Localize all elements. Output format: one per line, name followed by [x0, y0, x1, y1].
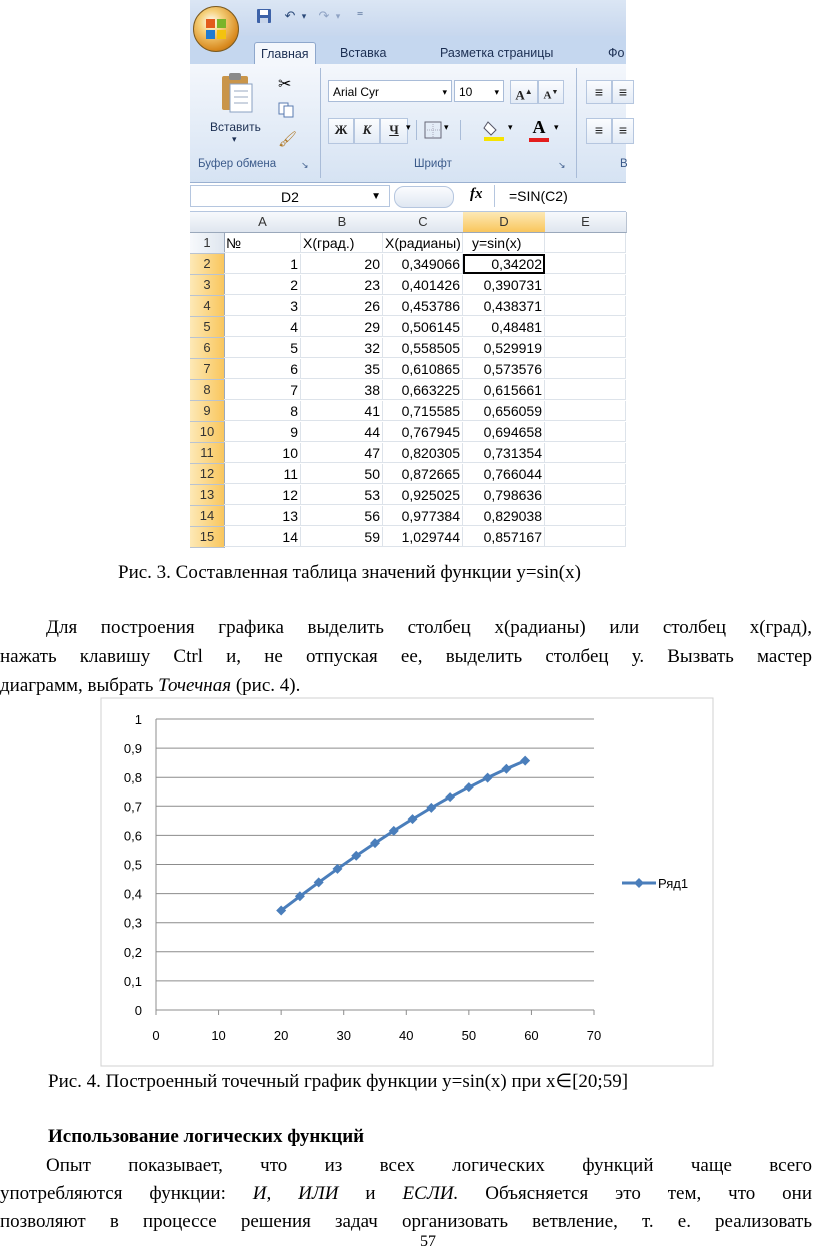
y-tick-label: 0,7 [123, 799, 142, 815]
row-header-4[interactable]: 4 [190, 296, 225, 317]
cell-d10[interactable]: 0,694658 [463, 422, 545, 442]
cell-e9[interactable] [545, 401, 626, 421]
cell-b13[interactable]: 53 [301, 485, 383, 505]
cell-b3[interactable]: 23 [301, 275, 383, 295]
customize-icon[interactable]: ⁼ [356, 8, 364, 23]
x-tick-label: 10 [211, 1028, 226, 1043]
emphasis: ЕСЛИ. [402, 1183, 459, 1204]
x-tick-label: 70 [586, 1028, 602, 1043]
chevron-down-icon[interactable]: ▾ [335, 11, 341, 21]
paste-button[interactable]: Вставить [210, 120, 261, 134]
section-heading: Использование логических функций [48, 1126, 365, 1147]
cell-d9[interactable]: 0,656059 [463, 401, 545, 421]
cell-c4[interactable]: 0,453786 [383, 296, 463, 316]
y-tick-label: 0,3 [123, 915, 142, 931]
cell-d13[interactable]: 0,798636 [463, 485, 545, 505]
cell-e3[interactable] [545, 275, 626, 295]
font-color-letter: А [532, 117, 546, 137]
cell-b8[interactable]: 38 [301, 380, 383, 400]
y-tick-label: 0 [134, 1003, 142, 1018]
row-header-15[interactable]: 15 [190, 527, 225, 548]
row-header-8[interactable]: 8 [190, 380, 225, 401]
paragraph-2-line-3: позволяют в процессе решения задач организовать ветвление, т. е. реализовать [0, 1211, 812, 1232]
formula-bar-handle[interactable] [394, 186, 454, 208]
row-header-1[interactable]: 1 [190, 233, 225, 254]
figure-4-caption: Рис. 4. Построенный точечный график функции y=sin(x) при x∈[20;59] [48, 1071, 629, 1092]
ribbon [190, 64, 626, 183]
chart-area [101, 698, 713, 1066]
cell-e13[interactable] [545, 485, 626, 505]
cell-c11[interactable]: 0,820305 [383, 443, 463, 463]
dialog-launcher-icon[interactable]: ↘ [558, 160, 566, 170]
cell-d5[interactable]: 0,48481 [463, 317, 545, 337]
row-header-2[interactable]: 2 [190, 254, 225, 275]
cell-d8[interactable]: 0,615661 [463, 380, 545, 400]
align-middle-icon[interactable]: ≡ [612, 80, 634, 104]
bold-button[interactable]: Ж [328, 118, 354, 144]
cell-d2[interactable]: 0,34202 [463, 254, 545, 274]
cell-e4[interactable] [545, 296, 626, 316]
row-header-14[interactable]: 14 [190, 506, 225, 527]
row-header-10[interactable]: 10 [190, 422, 225, 443]
cell-a14[interactable]: 13 [224, 506, 301, 526]
cell-c6[interactable]: 0,558505 [383, 338, 463, 358]
y-tick-label: 0,8 [123, 770, 142, 786]
chevron-down-icon[interactable]: ▾ [301, 11, 307, 21]
page-number: 57 [420, 1233, 436, 1250]
shrink-font-button[interactable]: A▼ [538, 80, 564, 104]
x-tick-label: 60 [524, 1028, 539, 1043]
cell-e12[interactable] [545, 464, 626, 484]
chevron-down-icon: ▾ [494, 87, 499, 97]
cell-d6[interactable]: 0,529919 [463, 338, 545, 358]
font-family-select[interactable] [328, 80, 452, 102]
x-tick-label: 40 [399, 1028, 414, 1043]
column-header-b[interactable]: B [301, 212, 384, 233]
borders-icon[interactable] [424, 121, 442, 139]
undo-icon[interactable]: ↶ [284, 8, 296, 23]
italic-button[interactable]: К [354, 118, 380, 144]
ribbon-tabs [190, 36, 626, 64]
cell-c9[interactable]: 0,715585 [383, 401, 463, 421]
alignment-group-label: В [620, 158, 628, 170]
font-family-value: Arial Cyr [333, 85, 380, 99]
y-tick-label: 0,2 [123, 944, 142, 960]
figure-3-caption: Рис. 3. Составленная таблица значений функции y=sin(x) [118, 562, 581, 583]
cell-c2[interactable]: 0,349066 [383, 254, 463, 274]
cell-e14[interactable] [545, 506, 626, 526]
cell-e11[interactable] [545, 443, 626, 463]
x-tick-label: 50 [461, 1028, 477, 1043]
text: (рис. 4). [231, 675, 301, 696]
divider [416, 120, 417, 140]
cell-d14[interactable]: 0,829038 [463, 506, 545, 526]
cell-d12[interactable]: 0,766044 [463, 464, 545, 484]
paragraph-1-line-2: нажать клавишу Ctrl и, не отпуская ее, выделить столбец у. Вызвать мастер [0, 646, 812, 667]
emphasis: Точечная [158, 675, 232, 696]
tab-page-layout[interactable]: Разметка страницы [440, 46, 554, 60]
cut-icon[interactable]: ✂ [278, 76, 292, 93]
x-tick-label: 20 [273, 1028, 289, 1043]
select-all-corner[interactable] [190, 212, 225, 233]
emphasis: И, ИЛИ [252, 1183, 339, 1204]
cell-c15[interactable]: 1,029744 [383, 527, 463, 547]
group-divider [320, 68, 321, 178]
chevron-down-icon[interactable]: ▾ [406, 122, 411, 132]
cell-a9[interactable]: 8 [224, 401, 301, 421]
chevron-down-icon: ▾ [442, 87, 447, 97]
paste-icon[interactable] [216, 72, 256, 114]
cell-e10[interactable] [545, 422, 626, 442]
text: диаграмм, выбрать [0, 675, 159, 696]
cell-e6[interactable] [545, 338, 626, 358]
group-divider [576, 68, 577, 178]
align-top-icon[interactable]: ≡ [586, 80, 612, 104]
cell-c8[interactable]: 0,663225 [383, 380, 463, 400]
cell-a11[interactable]: 10 [224, 443, 301, 463]
align-left-icon[interactable]: ≡ [586, 118, 612, 144]
paragraph-1-line-1: Для построения графика выделить столбец х(радианы) или столбец х(град), [46, 617, 812, 638]
cell-b11[interactable]: 47 [301, 443, 383, 463]
copy-icon[interactable] [278, 102, 294, 118]
chevron-down-icon[interactable]: ▾ [232, 134, 237, 144]
chevron-down-icon: ▼ [371, 191, 381, 202]
cell-a15[interactable]: 14 [224, 527, 301, 547]
tab-formulas[interactable]: Фо [608, 46, 625, 60]
quick-access-toolbar [190, 0, 626, 36]
cell-e7[interactable] [545, 359, 626, 379]
y-tick-label: 0,6 [123, 828, 142, 844]
cell-d11[interactable]: 0,731354 [463, 443, 545, 463]
cell-a3[interactable]: 2 [224, 275, 301, 295]
text: и [338, 1183, 403, 1204]
y-tick-label: 0,9 [123, 741, 142, 757]
cell-c1[interactable]: X(радианы) [383, 233, 463, 253]
column-header-d[interactable]: D [463, 212, 546, 233]
cell-d4[interactable]: 0,438371 [463, 296, 545, 316]
column-header-c[interactable]: C [383, 212, 464, 233]
formula-input[interactable]: =SIN(C2) [494, 185, 626, 207]
insert-function-button[interactable]: fx [470, 186, 483, 202]
office-logo-icon [204, 17, 228, 41]
cell-c14[interactable]: 0,977384 [383, 506, 463, 526]
x-tick-label: 30 [336, 1028, 351, 1043]
cell-e2[interactable] [545, 254, 626, 274]
chevron-down-icon[interactable]: ▾ [508, 122, 513, 132]
y-tick-label: 0,1 [123, 973, 142, 989]
y-tick-label: 0,5 [123, 857, 142, 873]
cell-b5[interactable]: 29 [301, 317, 383, 337]
cell-c13[interactable]: 0,925025 [383, 485, 463, 505]
cell-a1[interactable]: № [224, 233, 301, 253]
paragraph-1-line-3 [0, 672, 300, 699]
cell-b7[interactable]: 35 [301, 359, 383, 379]
cell-b15[interactable]: 59 [301, 527, 383, 547]
text: употребляются функции: [0, 1183, 253, 1204]
row-header-13[interactable]: 13 [190, 485, 225, 506]
grow-font-button[interactable]: A▲ [510, 80, 538, 104]
font-group-label: Шрифт [414, 158, 452, 170]
row-header-12[interactable]: 12 [190, 464, 225, 485]
underline-button[interactable]: Ч [380, 118, 408, 144]
row-header-9[interactable]: 9 [190, 401, 225, 422]
row-header-3[interactable]: 3 [190, 275, 225, 296]
cell-a5[interactable]: 4 [224, 317, 301, 337]
cell-e8[interactable] [545, 380, 626, 400]
cell-b4[interactable]: 26 [301, 296, 383, 316]
paragraph-2-line-1: Опыт показывает, что из всех логических функций чаще всего [46, 1155, 812, 1176]
cell-a8[interactable]: 7 [224, 380, 301, 400]
cell-b10[interactable]: 44 [301, 422, 383, 442]
formula-bar [190, 183, 626, 212]
redo-icon[interactable]: ↷ [318, 8, 330, 23]
cell-a12[interactable]: 11 [224, 464, 301, 484]
row-header-5[interactable]: 5 [190, 317, 225, 338]
cell-b12[interactable]: 50 [301, 464, 383, 484]
row-header-6[interactable]: 6 [190, 338, 225, 359]
save-icon[interactable] [256, 8, 272, 24]
paragraph-2-line-2 [0, 1180, 812, 1207]
scatter-chart [100, 697, 714, 1067]
cell-b2[interactable]: 20 [301, 254, 383, 274]
cell-c7[interactable]: 0,610865 [383, 359, 463, 379]
name-box-value: D2 [281, 189, 299, 205]
chevron-down-icon[interactable]: ▾ [554, 122, 559, 132]
row-header-7[interactable]: 7 [190, 359, 225, 380]
cell-d3[interactable]: 0,390731 [463, 275, 545, 295]
tab-home[interactable]: Главная [254, 42, 316, 65]
tab-insert[interactable]: Вставка [340, 46, 387, 60]
cell-c3[interactable]: 0,401426 [383, 275, 463, 295]
cell-a10[interactable]: 9 [224, 422, 301, 442]
column-header-e[interactable]: E [545, 212, 627, 233]
cell-a7[interactable]: 6 [224, 359, 301, 379]
y-tick-label: 1 [134, 712, 142, 727]
font-size-value: 10 [459, 85, 473, 99]
text: Объясняется это тем, что они [458, 1183, 813, 1204]
chevron-down-icon[interactable]: ▾ [444, 122, 449, 132]
clipboard-group-label: Буфер обмена [198, 158, 277, 170]
cell-c5[interactable]: 0,506145 [383, 317, 463, 337]
legend-label: Ряд1 [658, 876, 689, 891]
cell-a4[interactable]: 3 [224, 296, 301, 316]
cell-b6[interactable]: 32 [301, 338, 383, 358]
cell-e1[interactable] [545, 233, 626, 253]
name-box[interactable] [190, 185, 390, 207]
cell-d7[interactable]: 0,573576 [463, 359, 545, 379]
cell-c10[interactable]: 0,767945 [383, 422, 463, 442]
cell-a2[interactable]: 1 [224, 254, 301, 274]
office-button[interactable] [193, 6, 239, 52]
font-size-select[interactable] [454, 80, 504, 102]
y-tick-label: 0,4 [123, 886, 142, 902]
column-header-a[interactable]: A [224, 212, 302, 233]
divider [460, 120, 461, 140]
cell-a13[interactable]: 12 [224, 485, 301, 505]
cell-d1[interactable]: y=sin(x) [470, 233, 545, 253]
align-center-icon[interactable]: ≡ [612, 118, 634, 144]
font-color-button[interactable] [526, 116, 552, 142]
cell-d15[interactable]: 0,857167 [463, 527, 545, 547]
cell-a6[interactable]: 5 [224, 338, 301, 358]
cell-e5[interactable] [545, 317, 626, 337]
cell-b9[interactable]: 41 [301, 401, 383, 421]
cell-c12[interactable]: 0,872665 [383, 464, 463, 484]
cell-b14[interactable]: 56 [301, 506, 383, 526]
row-header-11[interactable]: 11 [190, 443, 225, 464]
x-tick-label: 0 [152, 1028, 160, 1043]
cell-b1[interactable]: X(град.) [301, 233, 383, 253]
cell-e15[interactable] [545, 527, 626, 547]
dialog-launcher-icon[interactable]: ↘ [301, 160, 309, 170]
excel-screenshot [190, 0, 626, 558]
fill-color-icon[interactable] [482, 118, 508, 142]
format-painter-icon[interactable]: 🖌 [278, 131, 298, 148]
